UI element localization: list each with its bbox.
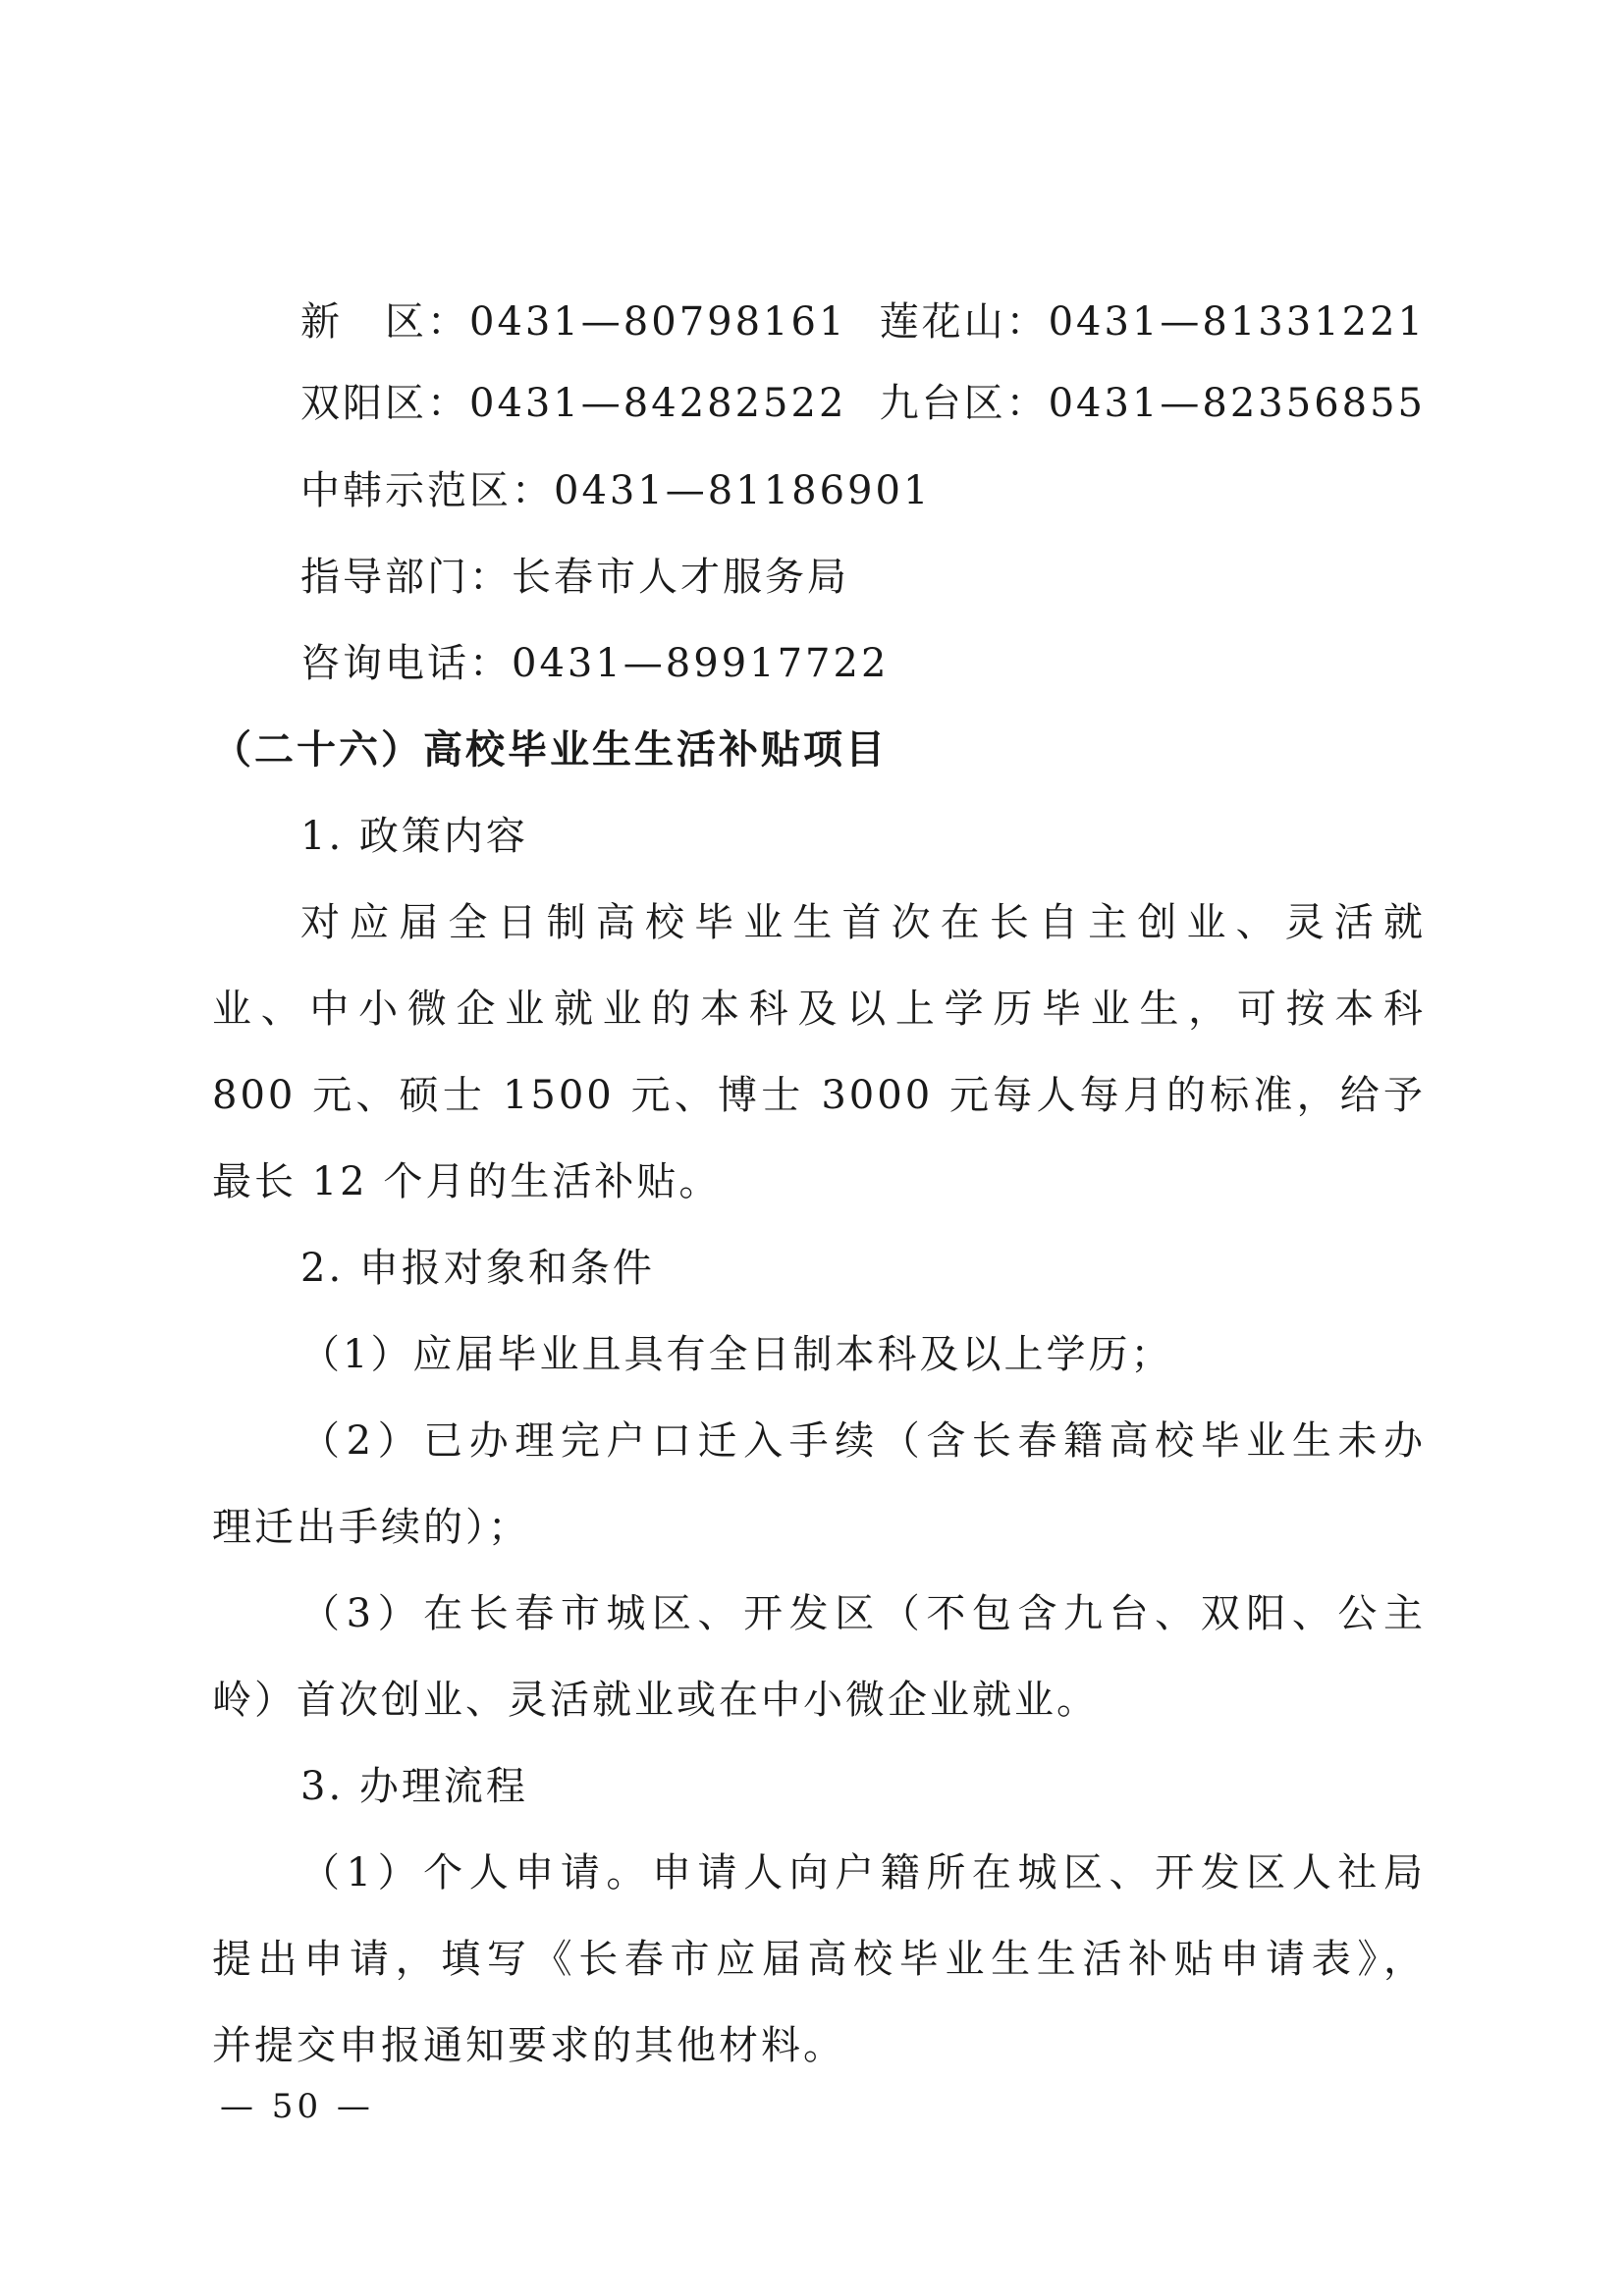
procedure-step-line: 提出申请，填写《长春市应届高校毕业生生活补贴申请表》， — [212, 1937, 1426, 1982]
page-number: — 50 — — [220, 2087, 374, 2126]
condition-1: （1）应届毕业且具有全日制本科及以上学历； — [300, 1332, 1173, 1377]
contact-row-2 — [300, 374, 1426, 433]
procedure-step-line: 并提交申报通知要求的其他材料。 — [212, 2023, 845, 2068]
heading-policy-content: 1. 政策内容 — [300, 814, 528, 859]
condition-2-line: （2）已办理完户口迁入手续（含长春籍高校毕业生未办 — [300, 1418, 1426, 1464]
policy-paragraph-line: 800 元、硕士 1500 元、博士 3000 元每人每月的标准，给予 — [212, 1073, 1426, 1118]
condition-2-line: 理迁出手续的）； — [212, 1505, 530, 1550]
condition-3-line: 岭）首次创业、灵活就业或在中小微企业就业。 — [212, 1678, 1099, 1723]
policy-paragraph-line: 最长 12 个月的生活补贴。 — [212, 1159, 722, 1204]
contact-lianhuashan: 莲花山：0431—81331221 — [879, 299, 1426, 345]
guidance-department: 指导部门：长春市人才服务局 — [300, 555, 849, 600]
consult-phone: 咨询电话：0431—89917722 — [300, 641, 890, 686]
policy-paragraph-line: 业、中小微企业就业的本科及以上学历毕业生，可按本科 — [212, 987, 1426, 1032]
condition-3-line: （3）在长春市城区、开发区（不包含九台、双阳、公主 — [300, 1591, 1426, 1636]
contact-row-1 — [300, 293, 1426, 351]
heading-procedure: 3. 办理流程 — [300, 1764, 528, 1809]
contact-zhonghan: 中韩示范区：0431—81186901 — [300, 468, 932, 513]
section-title: （二十六）高校毕业生生活补贴项目 — [212, 726, 888, 773]
policy-paragraph-line: 对应届全日制高校毕业生首次在长自主创业、灵活就 — [300, 900, 1426, 945]
contact-shuangyang: 双阳区：0431—84282522 — [300, 381, 847, 426]
contact-xinqu: 新 区：0431—80798161 — [300, 299, 847, 345]
procedure-step-line: （1）个人申请。申请人向户籍所在城区、开发区人社局 — [300, 1850, 1426, 1896]
contact-jiutai: 九台区：0431—82356855 — [879, 381, 1426, 426]
heading-eligibility: 2. 申报对象和条件 — [300, 1246, 655, 1291]
